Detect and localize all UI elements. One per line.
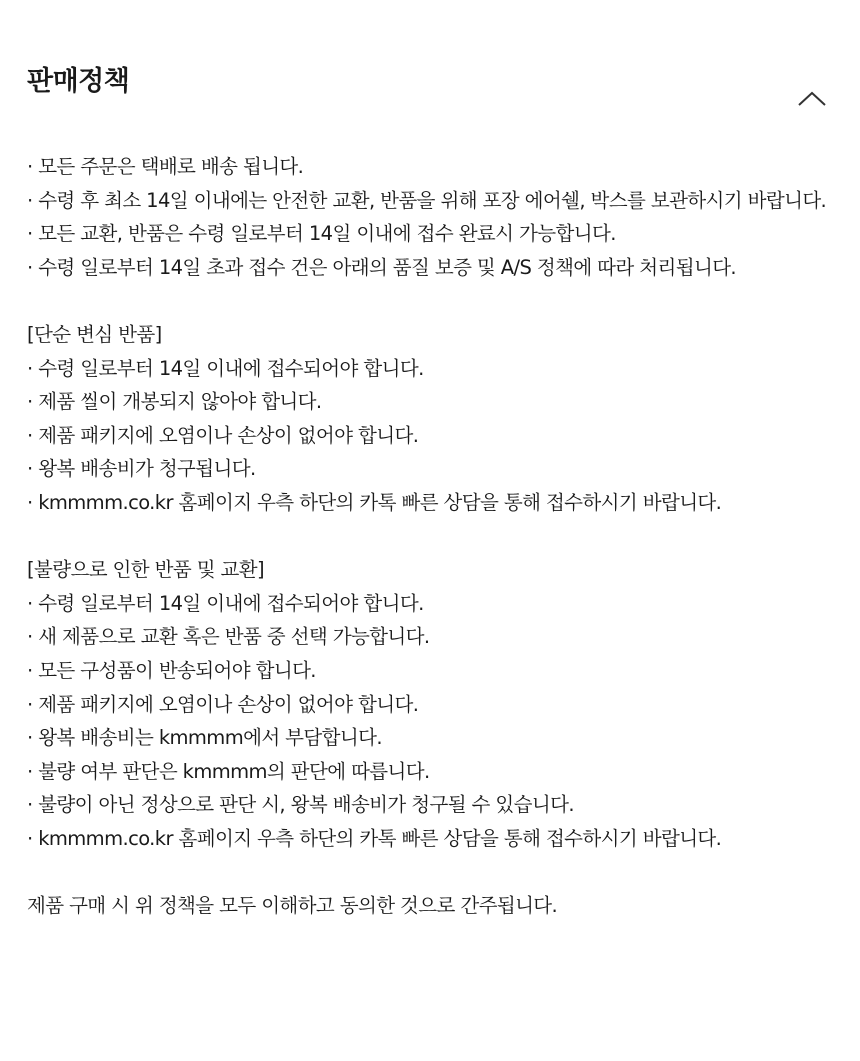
list-item: · 제품 패키지에 오염이나 손상이 없어야 합니다. <box>27 692 419 716</box>
list-item: · 새 제품으로 교환 혹은 반품 중 선택 가능합니다. <box>27 625 430 649</box>
list-item: · 제품 씰이 개봉되지 않아야 합니다. <box>27 390 322 414</box>
list-item: · kmmmm.co.kr 홈페이지 우측 하단의 카톡 빠른 상담을 통해 접수하시기 바랍니다. <box>27 826 722 850</box>
list-item: · 모든 구성품이 반송되어야 합니다. <box>27 658 316 682</box>
defect-return-heading: [불량으로 인한 반품 및 교환] <box>27 558 265 582</box>
defect-return-section <box>27 553 840 855</box>
list-item: · 수령 일로부터 14일 초과 접수 건은 아래의 품질 보증 및 A/S 정책에 따라 처리됩니다. <box>27 255 737 279</box>
list-item: · 수령 일로부터 14일 이내에 접수되어야 합니다. <box>27 591 424 615</box>
list-item: · 모든 주문은 택배로 배송 됩니다. <box>27 155 304 178</box>
list-item: · 왕복 배송비가 청구됩니다. <box>27 457 256 481</box>
closing-statement: 제품 구매 시 위 정책을 모두 이해하고 동의한 것으로 간주됩니다. <box>27 894 558 918</box>
policy-header <box>27 62 833 122</box>
list-item: · 제품 패키지에 오염이나 손상이 없어야 합니다. <box>27 423 419 447</box>
list-item: · 수령 후 최소 14일 이내에는 안전한 교환, 반품을 위해 포장 에어쉘, 박스를 보관하시기 바랍니다. <box>27 188 827 212</box>
list-item: · 불량 여부 판단은 kmmmm의 판단에 따릅니다. <box>27 759 430 783</box>
list-item: · 모든 교환, 반품은 수령 일로부터 14일 이내에 접수 완료시 가능합니다. <box>27 222 616 246</box>
chevron-up-icon[interactable] <box>795 88 829 110</box>
policy-content <box>27 150 840 923</box>
list-item: · 수령 일로부터 14일 이내에 접수되어야 합니다. <box>27 356 424 380</box>
simple-return-heading: [단순 변심 반품] <box>27 322 162 346</box>
list-item: · 불량이 아닌 정상으로 판단 시, 왕복 배송비가 청구될 수 있습니다. <box>27 793 574 817</box>
closing-statement-block <box>27 889 840 923</box>
list-item: · 왕복 배송비는 kmmmm에서 부담합니다. <box>27 726 382 750</box>
section-title: 판매정책 <box>27 66 130 97</box>
simple-return-section <box>27 318 840 520</box>
list-item: · kmmmm.co.kr 홈페이지 우측 하단의 카톡 빠른 상담을 통해 접수하시기 바랍니다. <box>27 490 722 514</box>
intro-list <box>27 150 840 284</box>
